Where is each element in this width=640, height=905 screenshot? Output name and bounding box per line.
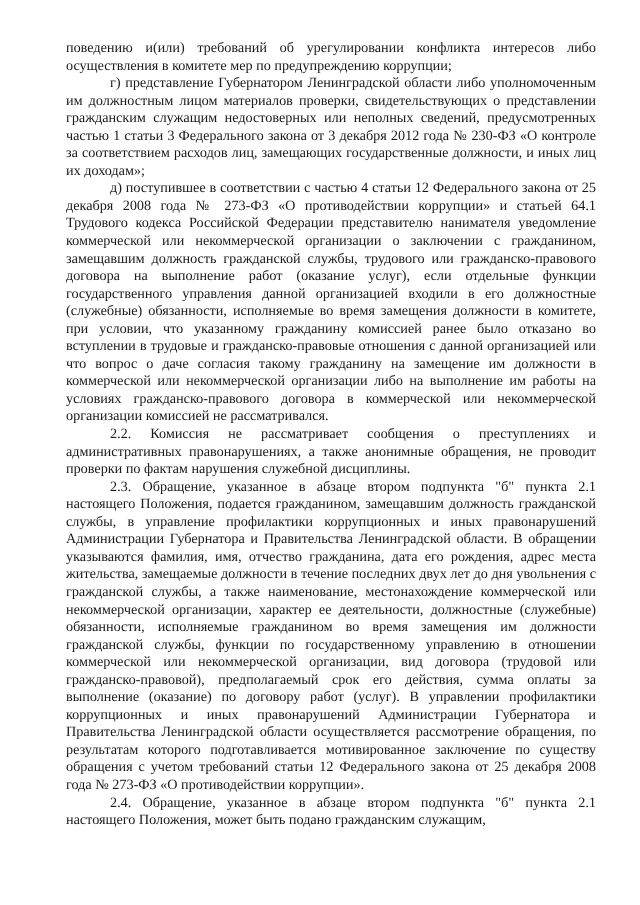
paragraph-continuation: поведению и(или) требований об урегулировании конфликта интересов либо осуществления в комитете мер по предупреждению коррупции; — [66, 40, 596, 74]
paragraph-2-4: 2.4. Обращение, указанное в абзаце втором подпункта "б" пункта 2.1 настоящего Положения, может быть подано гражданским служащим, — [66, 794, 596, 829]
paragraph-2-3: 2.3. Обращение, указанное в абзаце втором подпункта "б" пункта 2.1 настоящего Положения, подается гражданином, замещавшим должность гражданской службы, в управление профилактики коррупционных и иных правонарушений Администрации Губернатора и Правительства Ленинградской области. В обращении указываются фамилия, имя, отчество гражданина, дата его рождения, адрес места жительства, замещаемые должности в течение последних двух лет до дня увольнения с гражданской службы, а также наименование, местонахождение коммерческой или некоммерческой организации, характер ее деятельности, должностные (служебные) обязанности, исполняемые гражданином во время замещения им должности гражданской службы, функции по государственному управлению в отношении коммерческой или некоммерческой организации, вид договора (трудовой или гражданско-правовой), предполагаемый срок его действия, сумма оплаты за выполнение (оказание) по договору работ (услуг). В управлении профилактики коррупционных и иных правонарушений Администрации Губернатора и Правительства Ленинградской области осуществляется рассмотрение обращения, по результатам которого подготавливается мотивированное заключение по существу обращения с учетом требований статьи 12 Федерального закона от 25 декабря 2008 года № 273-ФЗ «О противодействии коррупции». — [66, 478, 596, 793]
paragraph-item-g: г) представление Губернатором Ленинградской области либо уполномоченным им должностным лицом материалов проверки, свидетельствующих о представлении гражданским служащим недостоверных или неполных сведений, предусмотренных частью 1 статьи 3 Федерального закона от 3 декабря 2012 года № 230-ФЗ «О контроле за соответствием расходов лиц, замещающих государственные должности, и иных лиц их доходам»; — [66, 75, 596, 179]
paragraph-item-d: д) поступившее в соответствии с частью 4 статьи 12 Федерального закона от 25 декабря 2008 года № 273-ФЗ «О противодействии коррупции» и статьей 64.1 Трудового кодекса Российской Федерации представителю нанимателя уведомление коммерческой или некоммерческой организации о заключении с гражданином, замещавшим должность гражданской службы, трудового или гражданско-правового договора на выполнение работ (оказание услуг), если отдельные функции государственного управления данной организацией входили в его должностные (служебные) обязанности, исполняемые во время замещения должности в комитете, при условии, что указанному гражданину комиссией ранее было отказано во вступлении в трудовые и гражданско-правовые отношения с данной организацией или что вопрос о даче согласия такому гражданину на замещение им должности в коммерческой или некоммерческой организации либо на выполнение им работы на условиях гражданско-правового договора в коммерческой или некоммерческой организации комиссией не рассматривался. — [66, 180, 596, 425]
paragraph-2-2: 2.2. Комиссия не рассматривает сообщения о преступлениях и административных правонарушениях, а также анонимные обращения, не проводит проверки по фактам нарушения служебной дисциплины. — [66, 426, 596, 478]
document-page — [66, 40, 596, 830]
